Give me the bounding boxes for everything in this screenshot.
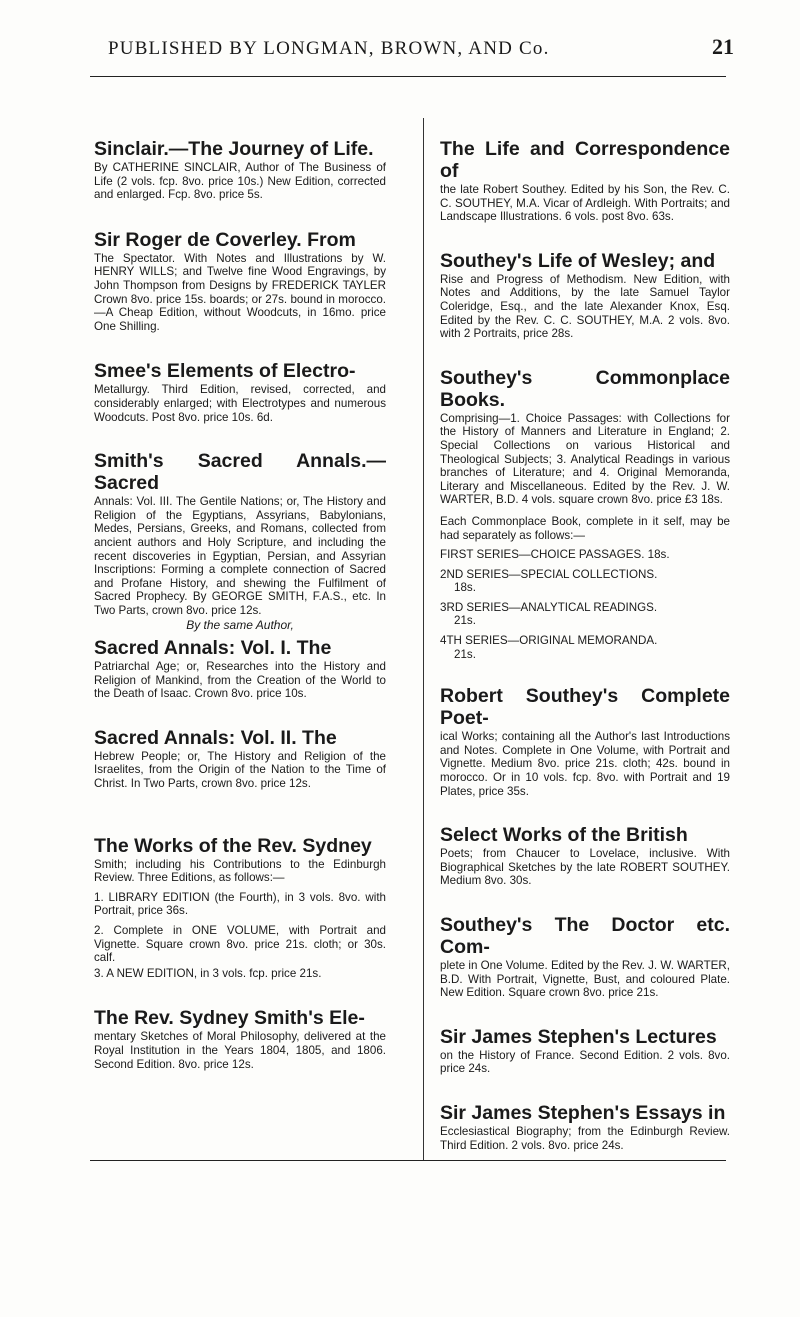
- entry-heading: Sinclair.—The Journey of Life.: [94, 138, 374, 160]
- entry-body: plete in One Volume. Edited by the Rev. J. W. WARTER, B.D. With Portrait, Vignette, Bust, and coloured Plate. New Edition. Square crown 8vo. price 21s.: [440, 959, 730, 1000]
- series-item: [440, 548, 730, 562]
- right-column: [440, 138, 730, 1152]
- entry-sydney-works: [94, 835, 386, 981]
- entry-body: Patriarchal Age; or, Researches into the History and Religion of Mankind, from the Creation of the World to the Death of Isaac. Crown 8vo. price 10s.: [94, 660, 386, 701]
- entry-body: By CATHERINE SINCLAIR, Author of The Business of Life (2 vols. fcp. 8vo. price 10s.) New Edition, corrected and enlarged. Fcp. 8vo. price 5s.: [94, 161, 386, 202]
- entry-heading: Robert Southey's Complete Poet-: [440, 685, 730, 730]
- entry-body: Comprising—1. Choice Passages: with Collections for the History of Manners and Literature in England; 2. Special Collections on various Historical and Theological Subjects; 3. Analytical Readings in various branches of Literature; and 4. Original Memoranda, Literary and Miscellaneous. Edited by the Rev. J. W. WARTER, B.D. 4 vols. square crown 8vo. price £3 18s.: [440, 411, 730, 507]
- entry-heading: Southey's Life of Wesley; and: [440, 249, 716, 272]
- series-line: FIRST SERIES—CHOICE PASSAGES. 18s.: [440, 548, 670, 562]
- entry-body: on the History of France. Second Edition. 2 vols. 8vo. price 24s.: [440, 1048, 730, 1076]
- series-item: [440, 601, 730, 628]
- entry-heading: Sir Roger de Coverley. From: [94, 228, 356, 251]
- top-rule: [90, 76, 726, 77]
- entry-coverley: [94, 229, 386, 334]
- entry-heading: Smee's Elements of Electro-: [94, 360, 356, 383]
- entry-subnote: By the same Author,: [186, 618, 294, 633]
- running-head: [94, 34, 734, 60]
- series-item: [440, 634, 730, 661]
- series-price: 18s.: [454, 581, 476, 595]
- page-number: 21: [712, 34, 734, 59]
- edition-item: 2. Complete in ONE VOLUME, with Portrait and Vignette. Square crown 8vo. price 21s. cloth; or 30s. calf.: [94, 924, 386, 965]
- entry-the-doctor: [440, 914, 730, 1000]
- series-line: 2ND SERIES—SPECIAL COLLECTIONS.: [440, 567, 658, 581]
- entry-poetical-works: [440, 685, 730, 798]
- entry-heading: The Works of the Rev. Sydney: [94, 834, 372, 857]
- entry-annals-vol1: [94, 637, 386, 701]
- entry-stephen-essays: [440, 1102, 730, 1152]
- left-column: [94, 138, 386, 1071]
- running-head-text: PUBLISHED BY LONGMAN, BROWN, AND Co.: [108, 38, 550, 59]
- entry-body: The Spectator. With Notes and Illustrations by W. HENRY WILLS; and Twelve fine Wood Engravings, by John Thompson from Designs by FREDERICK TAYLER Crown 8vo. price 15s. boards; or 27s. bound in morocco.—A Cheap Edition, without Woodcuts, in 16mo. price One Shilling.: [94, 251, 386, 333]
- entry-stephen-lectures: [440, 1026, 730, 1076]
- entry-heading: Sacred Annals: Vol. II. The: [94, 726, 337, 749]
- entry-body: Rise and Progress of Methodism. New Edition, with Notes and Additions, by the late Samuel Taylor Coleridge, Esq., and the late Alexander Knox, Esq. Edited by the Rev. C. C. SOUTHEY, M.A. 2 vols. 8vo. with 2 Portraits, price 28s.: [440, 272, 730, 341]
- entry-sydney-sketches: [94, 1007, 386, 1071]
- entry-british-poets: [440, 824, 730, 888]
- entry-body: ical Works; containing all the Author's last Introductions and Notes. Complete in One Volume, with Portrait and Vignette. Medium 8vo. price 21s. cloth; 42s. bound in morocco. Or in 10 vols. fcp. 8vo. with Portrait and 19 Plates, price 35s.: [440, 730, 730, 798]
- entry-heading: Select Works of the British: [440, 824, 688, 847]
- entry-note: Each Commonplace Book, complete in it self, may be had separately as follows:—: [440, 514, 730, 542]
- series-price: 21s.: [454, 614, 476, 628]
- entry-body: Annals: Vol. III. The Gentile Nations; or, The History and Religion of the Egyptians, Assyrians, Babylonians, Medes, Persians, Greeks, and Romans, collected from ancient authors and Holy Scripture, and including the recent discoveries in Egyptian, Persian, and Assyrian Inscriptions: Forming a complete connection of Sacred and Profane History, and shewing the Fulfilment of Sacred Prophecy. By GEORGE SMITH, F.A.S., etc. In Two Parts, crown 8vo. price 12s.: [94, 495, 386, 617]
- entry-body: the late Robert Southey. Edited by his Son, the Rev. C. C. SOUTHEY, M.A. Vicar of Ardleigh. With Portraits; and Landscape Illustrations. 6 vols. post 8vo. 63s.: [440, 183, 730, 224]
- entry-heading: Sir James Stephen's Essays in: [440, 1101, 726, 1124]
- column-divider: [423, 118, 424, 1160]
- entry-heading: Smith's Sacred Annals.—Sacred: [94, 450, 386, 495]
- bottom-rule: [90, 1160, 726, 1161]
- entry-southey-wesley: [440, 250, 730, 341]
- series-line: 3RD SERIES—ANALYTICAL READINGS.: [440, 600, 658, 614]
- entry-body: Poets; from Chaucer to Lovelace, inclusive. With Biographical Sketches by the late ROBERT SOUTHEY. Medium 8vo. 30s.: [440, 847, 730, 888]
- entry-body: Hebrew People; or, The History and Religion of the Israelites, from the Origin of the Nation to the Time of Christ. In Two Parts, crown 8vo. price 12s.: [94, 749, 386, 791]
- entry-heading: The Rev. Sydney Smith's Ele-: [94, 1007, 365, 1030]
- series-item: [440, 568, 730, 595]
- entry-body: Smith; including his Contributions to the Edinburgh Review. Three Editions, as follows:—: [94, 857, 386, 885]
- entry-commonplace: [440, 367, 730, 662]
- entry-sinclair: [94, 138, 386, 202]
- entry-heading: Sacred Annals: Vol. I. The: [94, 637, 332, 660]
- entry-southey-life: [440, 138, 730, 224]
- entry-smith-annals: [94, 450, 386, 633]
- entry-heading: Southey's Commonplace Books.: [440, 366, 730, 411]
- entry-heading: Sir James Stephen's Lectures: [440, 1025, 717, 1048]
- entry-heading: Southey's The Doctor etc. Com-: [440, 914, 730, 958]
- entry-annals-vol2: [94, 727, 386, 791]
- entry-body: Metallurgy. Third Edition, revised, corrected, and considerably enlarged; with Electrotypes and numerous Woodcuts. Post 8vo. price 10s. 6d.: [94, 383, 386, 424]
- entry-body: mentary Sketches of Moral Philosophy, delivered at the Royal Institution in the Years 1804, 1805, and 1806. Second Edition. 8vo. price 12s.: [94, 1030, 386, 1071]
- edition-item: 3. A NEW EDITION, in 3 vols. fcp. price 21s.: [94, 966, 322, 980]
- entry-heading: The Life and Correspondence of: [440, 138, 730, 182]
- series-line: 4TH SERIES—ORIGINAL MEMORANDA.: [440, 634, 658, 648]
- entry-body: Ecclesiastical Biography; from the Edinburgh Review. Third Edition. 2 vols. 8vo. price 24s.: [440, 1124, 730, 1152]
- edition-item: 1. LIBRARY EDITION (the Fourth), in 3 vols. 8vo. with Portrait, price 36s.: [94, 890, 386, 918]
- series-price: 21s.: [454, 647, 476, 661]
- entry-smee: [94, 360, 386, 424]
